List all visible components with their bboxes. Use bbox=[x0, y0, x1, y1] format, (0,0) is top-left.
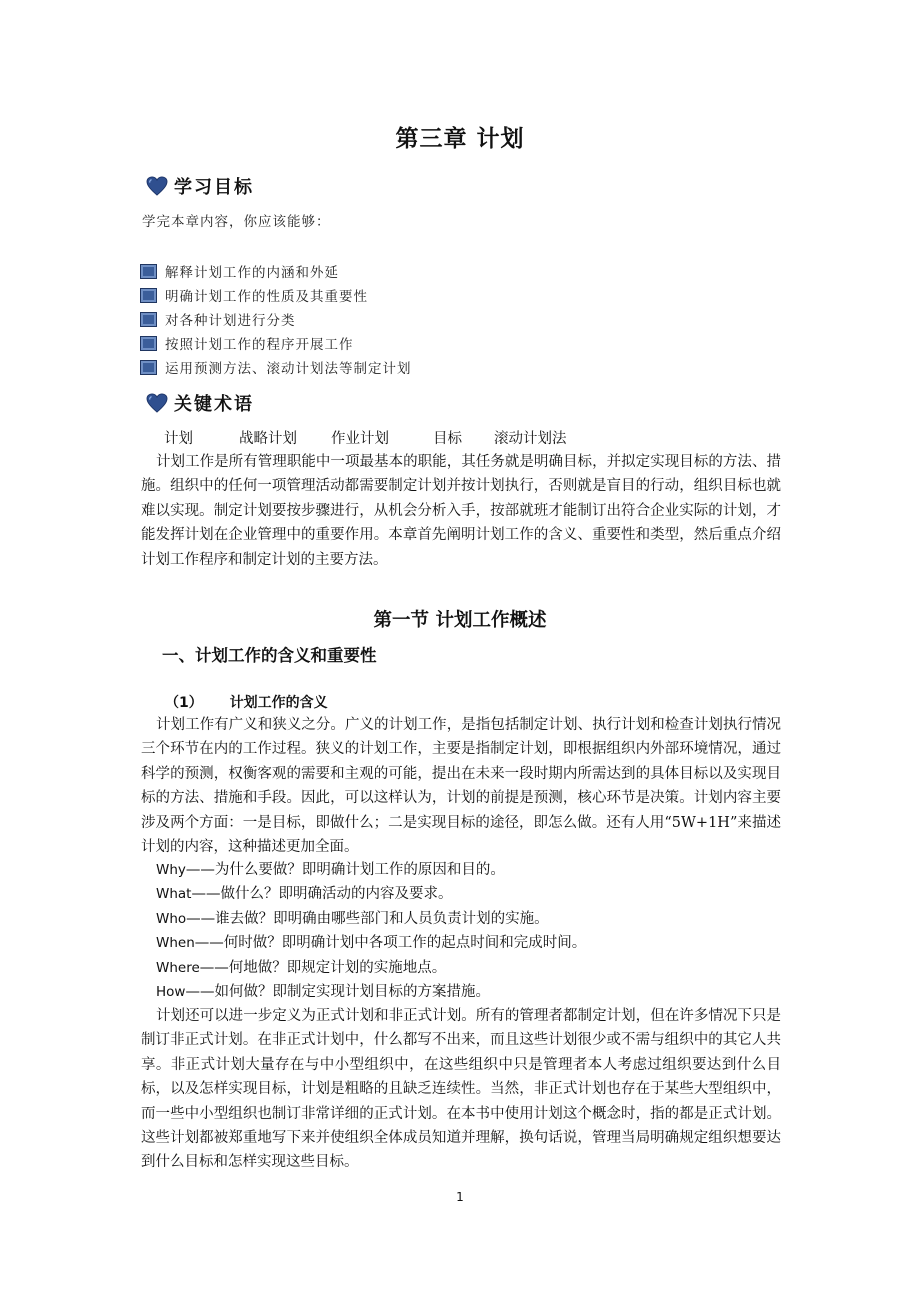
key-terms-title: 关键术语 bbox=[174, 394, 254, 415]
subsection-title: 一、计划工作的含义和重要性 bbox=[162, 646, 377, 665]
list-item: 按照计划工作的程序开展工作 bbox=[140, 331, 412, 355]
section-title: 第一节 计划工作概述 bbox=[373, 610, 547, 631]
minor-heading-number: （1） bbox=[165, 695, 203, 711]
chapter-intro-paragraph: 计划工作是所有管理职能中一项最基本的职能，其任务就是明确目标，并拟定实现目标的方法、措施。组织中的任何一项管理活动都需要制定计划并按计划执行，否则就是盲目的行动，组织目标也就难以实现。制定计划要按步骤进行，从机会分析入手，按部就班才能制订出符合企业实际的计划，才能发挥计划在企业管理中的重要作用。本章首先阐明计划工作的含义、重要性和类型，然后重点介绍计划工作程序和制定计划的主要方法。 bbox=[141, 454, 781, 568]
key-terms-heading bbox=[146, 390, 254, 416]
page-number: 1 bbox=[456, 1190, 464, 1204]
5w1h-list bbox=[156, 858, 586, 1004]
square-bullet-icon bbox=[140, 288, 157, 303]
key-term: 滚动计划法 bbox=[494, 431, 567, 447]
objectives-list bbox=[140, 259, 412, 379]
key-term: 目标 bbox=[433, 431, 462, 447]
objectives-intro: 学完本章内容，你应该能够： bbox=[142, 214, 331, 230]
list-item: 运用预测方法、滚动计划法等制定计划 bbox=[140, 355, 412, 379]
key-term: 作业计划 bbox=[331, 431, 389, 447]
list-item: How——如何做？即制定实现计划目标的方案措施。 bbox=[156, 983, 490, 1000]
learning-objectives-heading bbox=[146, 173, 254, 199]
list-item: Who——谁去做？即明确由哪些部门和人员负责计划的实施。 bbox=[156, 910, 549, 927]
list-item: 解释计划工作的内涵和外延 bbox=[140, 259, 412, 283]
list-item: When——何时做？即明确计划中各项工作的起点时间和完成时间。 bbox=[156, 935, 587, 952]
key-term: 计划 bbox=[164, 431, 193, 447]
definition-paragraph: 计划工作有广义和狭义之分。广义的计划工作，是指包括制定计划、执行计划和检查计划执行情况三个环节在内的工作过程。狭义的计划工作，主要是指制定计划，即根据组织内外部环境情况，通过科学的预测，权衡客观的需要和主观的可能，提出在未来一段时期内所需达到的具体目标以及实现目标的方法、措施和手段。因此，可以这样认为，计划的前提是预测，核心环节是决策。计划内容主要涉及两个方面：一是目标，即做什么；二是实现目标的途径，即怎么做。还有人用“5W+1H”来描述计划的内容，这种描述更加全面。 bbox=[141, 717, 781, 856]
list-item: 明确计划工作的性质及其重要性 bbox=[140, 283, 412, 307]
square-bullet-icon bbox=[140, 312, 157, 327]
square-bullet-icon bbox=[140, 360, 157, 375]
list-item: Why——为什么要做？即明确计划工作的原因和目的。 bbox=[156, 862, 505, 878]
formal-plan-paragraph: 计划还可以进一步定义为正式计划和非正式计划。所有的管理者都制定计划，但在许多情况下只是制订非正式计划。在非正式计划中，什么都写不出来，而且这些计划很少或不需与组织中的其它人共享。非正式计划大量存在与中小型组织中，在这些组织中只是管理者本人考虑过组织要达到什么目标，以及怎样实现目标，计划是粗略的且缺乏连续性。当然，非正式计划也存在于某些大型组织中，而一些中小型组织也制订非常详细的正式计划。在本书中使用计划这个概念时，指的都是正式计划。这些计划都被郑重地写下来并使组织全体成员知道并理解，换句话说，管理当局明确规定组织想要达到什么目标和怎样实现这些目标。 bbox=[141, 1008, 781, 1171]
learning-objectives-title: 学习目标 bbox=[174, 177, 254, 198]
chapter-title: 第三章 计划 bbox=[395, 126, 525, 152]
square-bullet-icon bbox=[140, 336, 157, 351]
key-term: 战略计划 bbox=[239, 431, 297, 447]
minor-heading-text: 计划工作的含义 bbox=[229, 695, 328, 711]
minor-heading bbox=[165, 692, 328, 712]
heart-icon bbox=[146, 176, 168, 196]
square-bullet-icon bbox=[140, 264, 157, 279]
heart-icon bbox=[146, 393, 168, 413]
list-item: 对各种计划进行分类 bbox=[140, 307, 412, 331]
list-item: What——做什么？即明确活动的内容及要求。 bbox=[156, 886, 453, 903]
list-item: Where——何地做？即规定计划的实施地点。 bbox=[156, 959, 447, 976]
key-terms-list bbox=[164, 427, 605, 448]
